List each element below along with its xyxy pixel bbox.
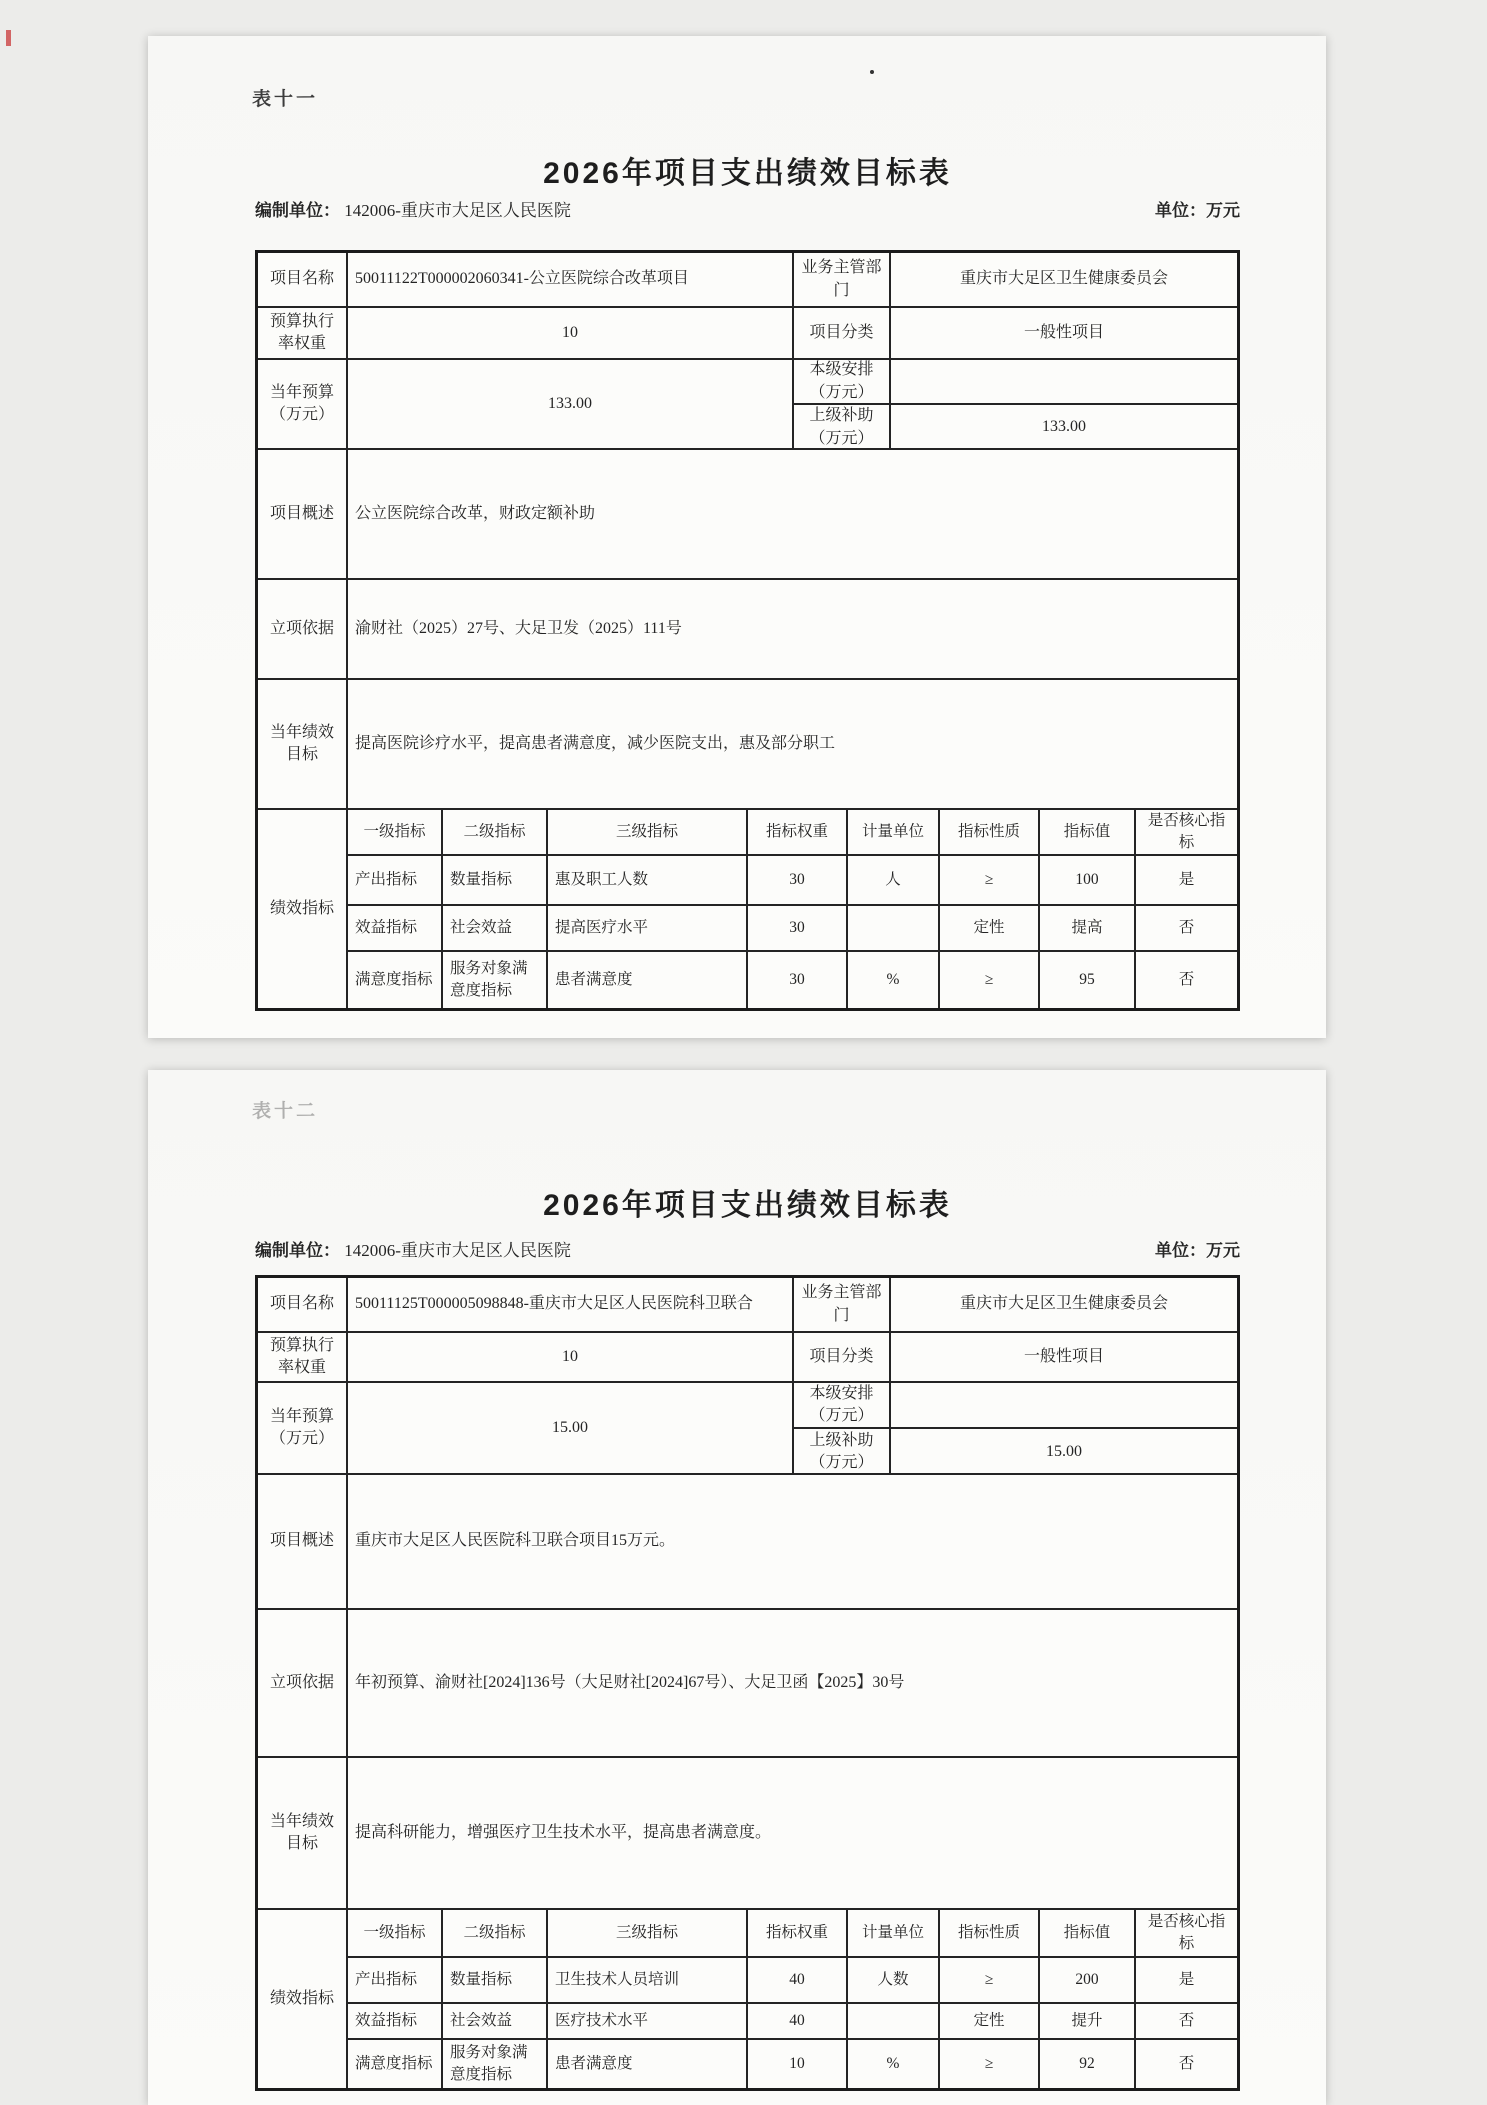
dept-label: 业务主管部门 bbox=[794, 253, 891, 306]
goal-value: 提高科研能力，增强医疗卫生技术水平，提高患者满意度。 bbox=[355, 1823, 772, 1841]
meta-line bbox=[255, 196, 1240, 221]
indicator-header-cell: 一级指标 bbox=[348, 810, 443, 854]
prepared-by-org: 142006-重庆市大足区人民医院 bbox=[344, 1241, 571, 1260]
goal-label: 当年绩效目标 bbox=[258, 680, 348, 808]
indicator-cell: 医疗技术水平 bbox=[548, 2004, 748, 2038]
indicators-section-label: 绩效指标 bbox=[258, 810, 348, 1008]
prepared-by-label: 编制单位： bbox=[255, 201, 340, 220]
overview-label: 项目概述 bbox=[258, 450, 348, 578]
indicator-cell: 卫生技术人员培训 bbox=[548, 1958, 748, 2002]
local-arrangement-label: 本级安排（万元） bbox=[794, 360, 891, 403]
budget-label: 当年预算（万元） bbox=[258, 360, 348, 448]
indicator-header-cell: 指标性质 bbox=[940, 1910, 1040, 1956]
indicator-cell: % bbox=[848, 952, 940, 1008]
indicator-cell: 社会效益 bbox=[443, 906, 548, 950]
budget-split bbox=[794, 360, 1237, 448]
indicator-cell: 满意度指标 bbox=[348, 952, 443, 1008]
indicator-cell: 社会效益 bbox=[443, 2004, 548, 2038]
project-name-row bbox=[258, 1278, 1237, 1333]
overview-value: 重庆市大足区人民医院科卫联合项目15万元。 bbox=[355, 1532, 676, 1550]
indicator-cell bbox=[848, 906, 940, 950]
indicator-cell: 满意度指标 bbox=[348, 2040, 443, 2088]
indicators-grid bbox=[348, 1910, 1237, 2088]
indicator-cell: 否 bbox=[1178, 2012, 1195, 2030]
indicator-cell: 提升 bbox=[1040, 2004, 1136, 2038]
local-arrangement-value bbox=[891, 1383, 1237, 1427]
page-title: 2026年项目支出绩效目标表 bbox=[543, 1189, 952, 1222]
meta-line bbox=[255, 1236, 1240, 1261]
exec-rate-row bbox=[258, 308, 1237, 360]
indicator-cell: 产出指标 bbox=[348, 856, 443, 904]
indicator-cell: 92 bbox=[1040, 2040, 1136, 2088]
indicators-grid bbox=[348, 810, 1237, 1008]
budget-label: 当年预算（万元） bbox=[258, 1383, 348, 1473]
budget-value: 15.00 bbox=[348, 1383, 794, 1473]
basis-value: 年初预算、渝财社[2024]136号（大足财社[2024]67号）、大足卫函【2025】30号 bbox=[355, 1673, 905, 1691]
goal-row bbox=[258, 1758, 1237, 1910]
indicator-cell: 30 bbox=[748, 856, 848, 904]
category-label: 项目分类 bbox=[794, 1333, 891, 1381]
indicator-cell: 服务对象满意度指标 bbox=[443, 952, 548, 1008]
prepared-by-label: 编制单位： bbox=[255, 1241, 340, 1260]
indicator-header-cell: 指标值 bbox=[1040, 810, 1136, 854]
indicator-cell: 人 bbox=[848, 856, 940, 904]
indicator-cell: 10 bbox=[748, 2040, 848, 2088]
indicator-cell: 患者满意度 bbox=[548, 2040, 748, 2088]
unit-note: 单位：万元 bbox=[1155, 1241, 1240, 1260]
prepared-by bbox=[255, 1236, 571, 1261]
dept-label: 业务主管部门 bbox=[794, 1278, 891, 1331]
goal-row bbox=[258, 680, 1237, 810]
indicator-cell: 100 bbox=[1040, 856, 1136, 904]
indicator-cell: 效益指标 bbox=[348, 2004, 443, 2038]
superior-subsidy-label: 上级补助（万元） bbox=[794, 405, 891, 450]
prepared-by bbox=[255, 196, 571, 221]
indicator-cell: 数量指标 bbox=[443, 1958, 548, 2002]
exec-rate-label: 预算执行率权重 bbox=[258, 1333, 348, 1381]
budget-row bbox=[258, 1383, 1237, 1475]
indicator-cell: ≥ bbox=[940, 952, 1040, 1008]
project-name-row bbox=[258, 253, 1237, 308]
indicator-cell: 产出指标 bbox=[348, 1958, 443, 2002]
superior-subsidy-value: 133.00 bbox=[1042, 418, 1086, 436]
indicator-cell: ≥ bbox=[940, 856, 1040, 904]
budget-value: 133.00 bbox=[348, 360, 794, 448]
indicator-header-cell: 二级指标 bbox=[443, 810, 548, 854]
indicator-cell: 人数 bbox=[848, 1958, 940, 2002]
indicator-header-cell: 三级指标 bbox=[548, 810, 748, 854]
local-arrangement-label: 本级安排（万元） bbox=[794, 1383, 891, 1427]
indicator-cell: 30 bbox=[748, 952, 848, 1008]
indicator-row bbox=[348, 2040, 1237, 2088]
indicator-header-row bbox=[348, 810, 1237, 856]
indicator-cell: 是 bbox=[1178, 871, 1195, 889]
indicator-cell bbox=[848, 2004, 940, 2038]
indicator-row bbox=[348, 906, 1237, 952]
indicator-cell: 提高 bbox=[1040, 906, 1136, 950]
indicator-header-cell: 二级指标 bbox=[443, 1910, 548, 1956]
exec-rate-value: 10 bbox=[348, 308, 794, 358]
indicator-cell: 否 bbox=[1178, 919, 1195, 937]
indicator-row bbox=[348, 952, 1237, 1008]
indicators-section bbox=[258, 1910, 1237, 2088]
performance-table bbox=[255, 1275, 1240, 2091]
basis-value: 渝财社（2025）27号、大足卫发（2025）111号 bbox=[355, 619, 682, 637]
indicator-cell: 否 bbox=[1178, 2055, 1195, 2073]
superior-subsidy-row bbox=[794, 1429, 1237, 1475]
indicator-cell: 40 bbox=[748, 1958, 848, 2002]
dept-value: 重庆市大足区卫生健康委员会 bbox=[959, 270, 1168, 288]
unit-note: 单位：万元 bbox=[1155, 201, 1240, 220]
indicator-cell: 95 bbox=[1040, 952, 1136, 1008]
indicator-cell: 服务对象满意度指标 bbox=[443, 2040, 548, 2088]
indicator-cell: 提高医疗水平 bbox=[548, 906, 748, 950]
indicator-cell: ≥ bbox=[940, 2040, 1040, 2088]
indicator-cell: 定性 bbox=[940, 906, 1040, 950]
indicators-section bbox=[258, 810, 1237, 1008]
goal-value: 提高医院诊疗水平，提高患者满意度，减少医院支出，惠及部分职工 bbox=[355, 734, 836, 752]
indicator-cell: 效益指标 bbox=[348, 906, 443, 950]
basis-label: 立项依据 bbox=[258, 1610, 348, 1756]
overview-value: 公立医院综合改革，财政定额补助 bbox=[355, 504, 596, 522]
local-arrangement-row bbox=[794, 1383, 1237, 1429]
budget-split bbox=[794, 1383, 1237, 1473]
dept-value: 重庆市大足区卫生健康委员会 bbox=[959, 1295, 1168, 1313]
indicator-row bbox=[348, 2004, 1237, 2040]
basis-row bbox=[258, 580, 1237, 680]
indicator-header-cell: 一级指标 bbox=[348, 1910, 443, 1956]
indicator-cell: 30 bbox=[748, 906, 848, 950]
indicator-row bbox=[348, 1958, 1237, 2004]
superior-subsidy-row bbox=[794, 405, 1237, 450]
prepared-by-org: 142006-重庆市大足区人民医院 bbox=[344, 201, 571, 220]
indicator-header-cell: 指标性质 bbox=[940, 810, 1040, 854]
page-title: 2026年项目支出绩效目标表 bbox=[543, 157, 952, 190]
page-2 bbox=[148, 1070, 1326, 2105]
overview-label: 项目概述 bbox=[258, 1475, 348, 1608]
indicator-header-cell: 是否核心指标 bbox=[1147, 812, 1226, 851]
project-name-value: 50011122T000002060341-公立医院综合改革项目 bbox=[348, 253, 794, 306]
exec-rate-value: 10 bbox=[348, 1333, 794, 1381]
indicator-header-cell: 指标权重 bbox=[748, 1910, 848, 1956]
indicator-header-row bbox=[348, 1910, 1237, 1958]
superior-subsidy-value: 15.00 bbox=[1046, 1442, 1082, 1460]
local-arrangement-row bbox=[794, 360, 1237, 405]
category-value: 一般性项目 bbox=[1023, 1347, 1104, 1365]
indicator-header-cell: 计量单位 bbox=[848, 810, 940, 854]
indicator-cell: 200 bbox=[1040, 1958, 1136, 2002]
overview-row bbox=[258, 1475, 1237, 1610]
scan-artifact-mark bbox=[6, 30, 11, 46]
indicator-cell: % bbox=[848, 2040, 940, 2088]
indicator-cell: 惠及职工人数 bbox=[548, 856, 748, 904]
category-label: 项目分类 bbox=[794, 308, 891, 358]
indicator-cell: 定性 bbox=[940, 2004, 1040, 2038]
overview-row bbox=[258, 450, 1237, 580]
local-arrangement-value bbox=[891, 360, 1237, 403]
category-value: 一般性项目 bbox=[1023, 323, 1104, 341]
basis-label: 立项依据 bbox=[258, 580, 348, 678]
indicator-header-cell: 指标权重 bbox=[748, 810, 848, 854]
superior-subsidy-label: 上级补助（万元） bbox=[794, 1429, 891, 1475]
basis-row bbox=[258, 1610, 1237, 1758]
project-name-label: 项目名称 bbox=[258, 1278, 348, 1331]
indicator-header-cell: 指标值 bbox=[1040, 1910, 1136, 1956]
indicator-cell: 患者满意度 bbox=[548, 952, 748, 1008]
indicator-cell: 数量指标 bbox=[443, 856, 548, 904]
indicator-cell: 40 bbox=[748, 2004, 848, 2038]
goal-label: 当年绩效目标 bbox=[258, 1758, 348, 1908]
exec-rate-label: 预算执行率权重 bbox=[258, 308, 348, 358]
exec-rate-row bbox=[258, 1333, 1237, 1383]
scan-artifact-dot bbox=[870, 70, 874, 74]
indicator-row bbox=[348, 856, 1237, 906]
project-name-label: 项目名称 bbox=[258, 253, 348, 306]
indicator-header-cell: 三级指标 bbox=[548, 1910, 748, 1956]
page-1 bbox=[148, 36, 1326, 1038]
project-name-value: 50011125T000005098848-重庆市大足区人民医院科卫联合 bbox=[348, 1278, 794, 1331]
indicator-cell: 否 bbox=[1178, 971, 1195, 989]
indicator-header-cell: 计量单位 bbox=[848, 1910, 940, 1956]
sheet-number: 表十二 bbox=[251, 1100, 319, 1123]
performance-table bbox=[255, 250, 1240, 1011]
budget-row bbox=[258, 360, 1237, 450]
indicator-cell: 是 bbox=[1178, 1971, 1195, 1989]
indicator-cell: ≥ bbox=[940, 1958, 1040, 2002]
sheet-number: 表十一 bbox=[251, 88, 319, 111]
indicator-header-cell: 是否核心指标 bbox=[1147, 1913, 1226, 1952]
indicators-section-label: 绩效指标 bbox=[258, 1910, 348, 2088]
